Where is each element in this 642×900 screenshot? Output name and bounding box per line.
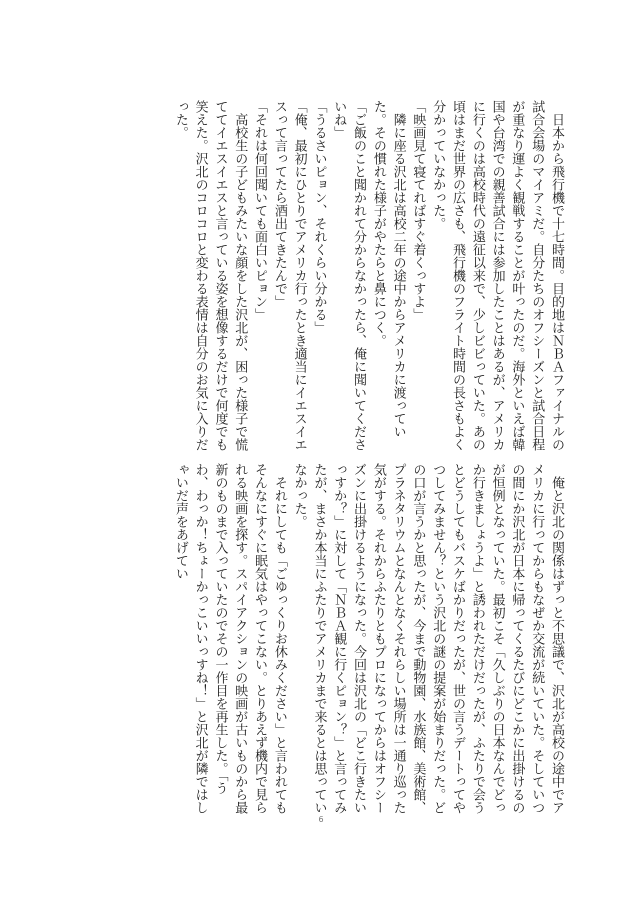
dialogue-line: 「それは何回聞いても面白いピョン」 [252, 100, 268, 321]
paragraph: それにしても「ごゆっくりお休みください」と言われてもそんなにすぐに眠気はやってこない。とりあえず機内で見られる映画を探す。スパイアクションの映画が古いものから最新のものまで入っていたのでその一作目を再生した。「うわ、わっか！ちょーかっこいいっすね！」と沢北が隣ではしゃいだ声をあげてい [172, 463, 287, 814]
dialogue-line: 「映画見て寝てればすぐ着くっすよ」 [410, 100, 426, 321]
lower-text-block [108, 463, 566, 815]
paragraph: 高校生の子どもみたいな顔をした沢北が、困った様子で慌ててイエスイエスと言っている姿を想像するだけで何度でも笑えた。沢北のコロコロと変わる表情は自分のお気に入りだった。 [172, 100, 248, 451]
paragraph: 日本から飛行機で十七時間。目的地はＮＢＡファイナルの試合会場のマイアミだ。自分たちのオフシーズンと試合日程が重なり運よく観戦することが叶ったのだ。海外といえば韓国や台湾での親善試合には参加したことはあるが、アメリカに行くのは高校時代の遠征以来で、少しビビっていた。あの頃はまだ世界の広さも、飛行機のフライト時間の長さもよく分かっていなかった。 [430, 100, 564, 451]
paragraph: 隣に座る沢北は高校二年の途中からアメリカに渡っていた。その慣れた様子がやたらと鼻につく。 [370, 100, 406, 438]
upper-text-block [108, 100, 566, 456]
dialogue-line: 「うるさいピョン、それくらい分かる」 [311, 100, 327, 334]
paragraph: 俺と沢北の関係はずっと不思議で、沢北が高校の途中でアメリカに行ってからもなぜか交流が続いていた。そしていつの間にか沢北が日本に帰ってくるたびにどこかに出掛けるのが恒例となっていた。最初こそ「久しぶりの日本なんでどっか行きましょうよ」と誘われただけだったが、ふたりで会うとどうしてもバスケばかりだったが、世の言うデートってやつしてみません？という沢北の謎の提案が始まりだった。どの口が言うかと思ったが、今まで動物園、水族館、美術館、プラネタリウムとなんとなくそれらしい場所は一通り巡った気がする。それからふたりともプロになってからはオフシーズンに出掛けるようになった。今回は沢北の「どこ行きたいっすか？」に対して「ＮＢＡ観に行くピョン？」と言ってみたが、まさか本当にふたりでアメリカまで来るとは思っていなかった。 [291, 463, 564, 814]
dialogue-line: 「ご飯のこと聞かれて分からなかったら、俺に聞いてくださいね」 [331, 100, 367, 451]
page-number: 6 [318, 815, 324, 824]
dialogue-line: 「俺、最初にひとりでアメリカ行ったとき適当にイエスイエスって言ってたら酒出てきたんで」 [271, 100, 307, 451]
